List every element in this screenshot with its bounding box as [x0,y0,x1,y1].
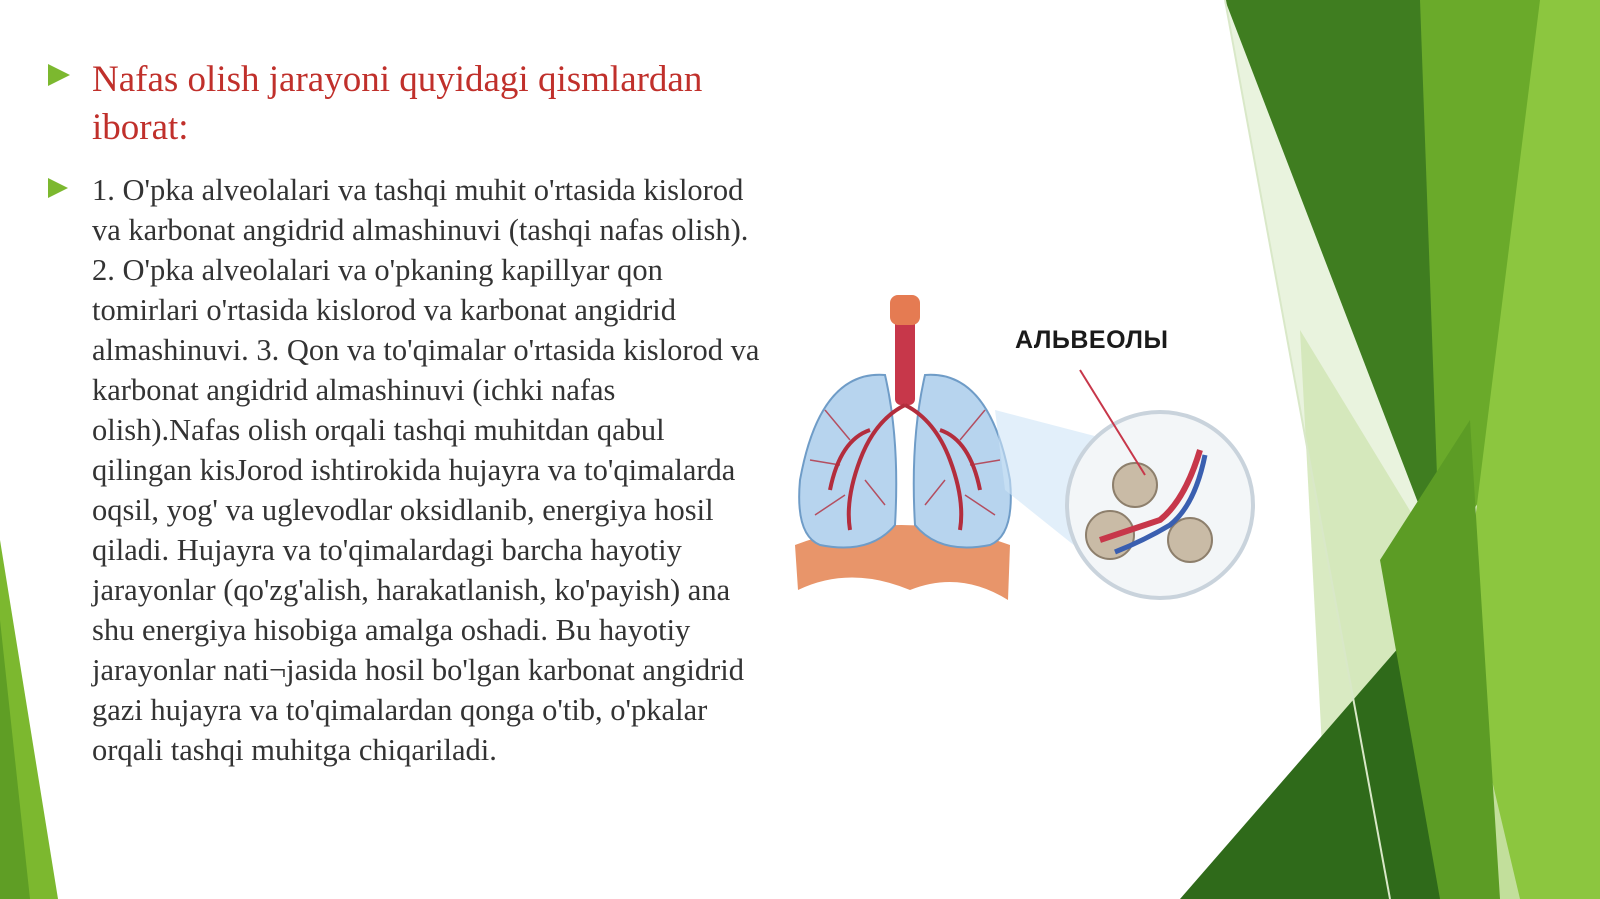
triangle-bullet-icon [48,178,68,198]
alveoli-magnifier-shape [1067,412,1253,598]
larynx-shape [890,295,920,325]
slide-body-text: 1. O'pka alveolalari va tashqi muhit o'rtasida kislorod va karbonat angidrid almashinuvi (tashqi nafas olish). 2. O'pka alveolalari va o'pkaning kapillyar qon tomirlari o'rtasida kislorod va karbonat angidrid almashinuvi. 3. Qon va to'qimalar o'rtasida kislorod va karbonat angidrid almashinuvi (ichki nafas olish).Nafas olish orqali tashqi muhitdan qabul qilingan kisJorod ishtirokida hujayra va to'qimalarda oqsil, yog' va uglevodlar oksidlanib, energiya hosil qiladi. Hujayra va to'qimalardagi barcha hayotiy jarayonlar (qo'zg'alish, harakatlanish, ko'payish) ana shu energiya hisobiga amalga oshadi. Bu hayotiy jarayonlar nati¬jasida hosil bo'lgan karbonat angidrid gazi hujayra va to'qimalardan qonga o'tib, o'pkalar orqali tashqi muhitga chiqariladi. [92,173,760,767]
alveoli-label: АЛЬВЕОЛЫ [1015,326,1169,354]
triangle-bullet-icon [48,64,70,86]
slide-heading: Nafas olish jarayoni quyidagi qismlardan iborat: [92,59,703,148]
bullet-item-body [48,170,768,770]
bullet-item-heading [48,56,768,152]
bullet-list [48,56,768,770]
